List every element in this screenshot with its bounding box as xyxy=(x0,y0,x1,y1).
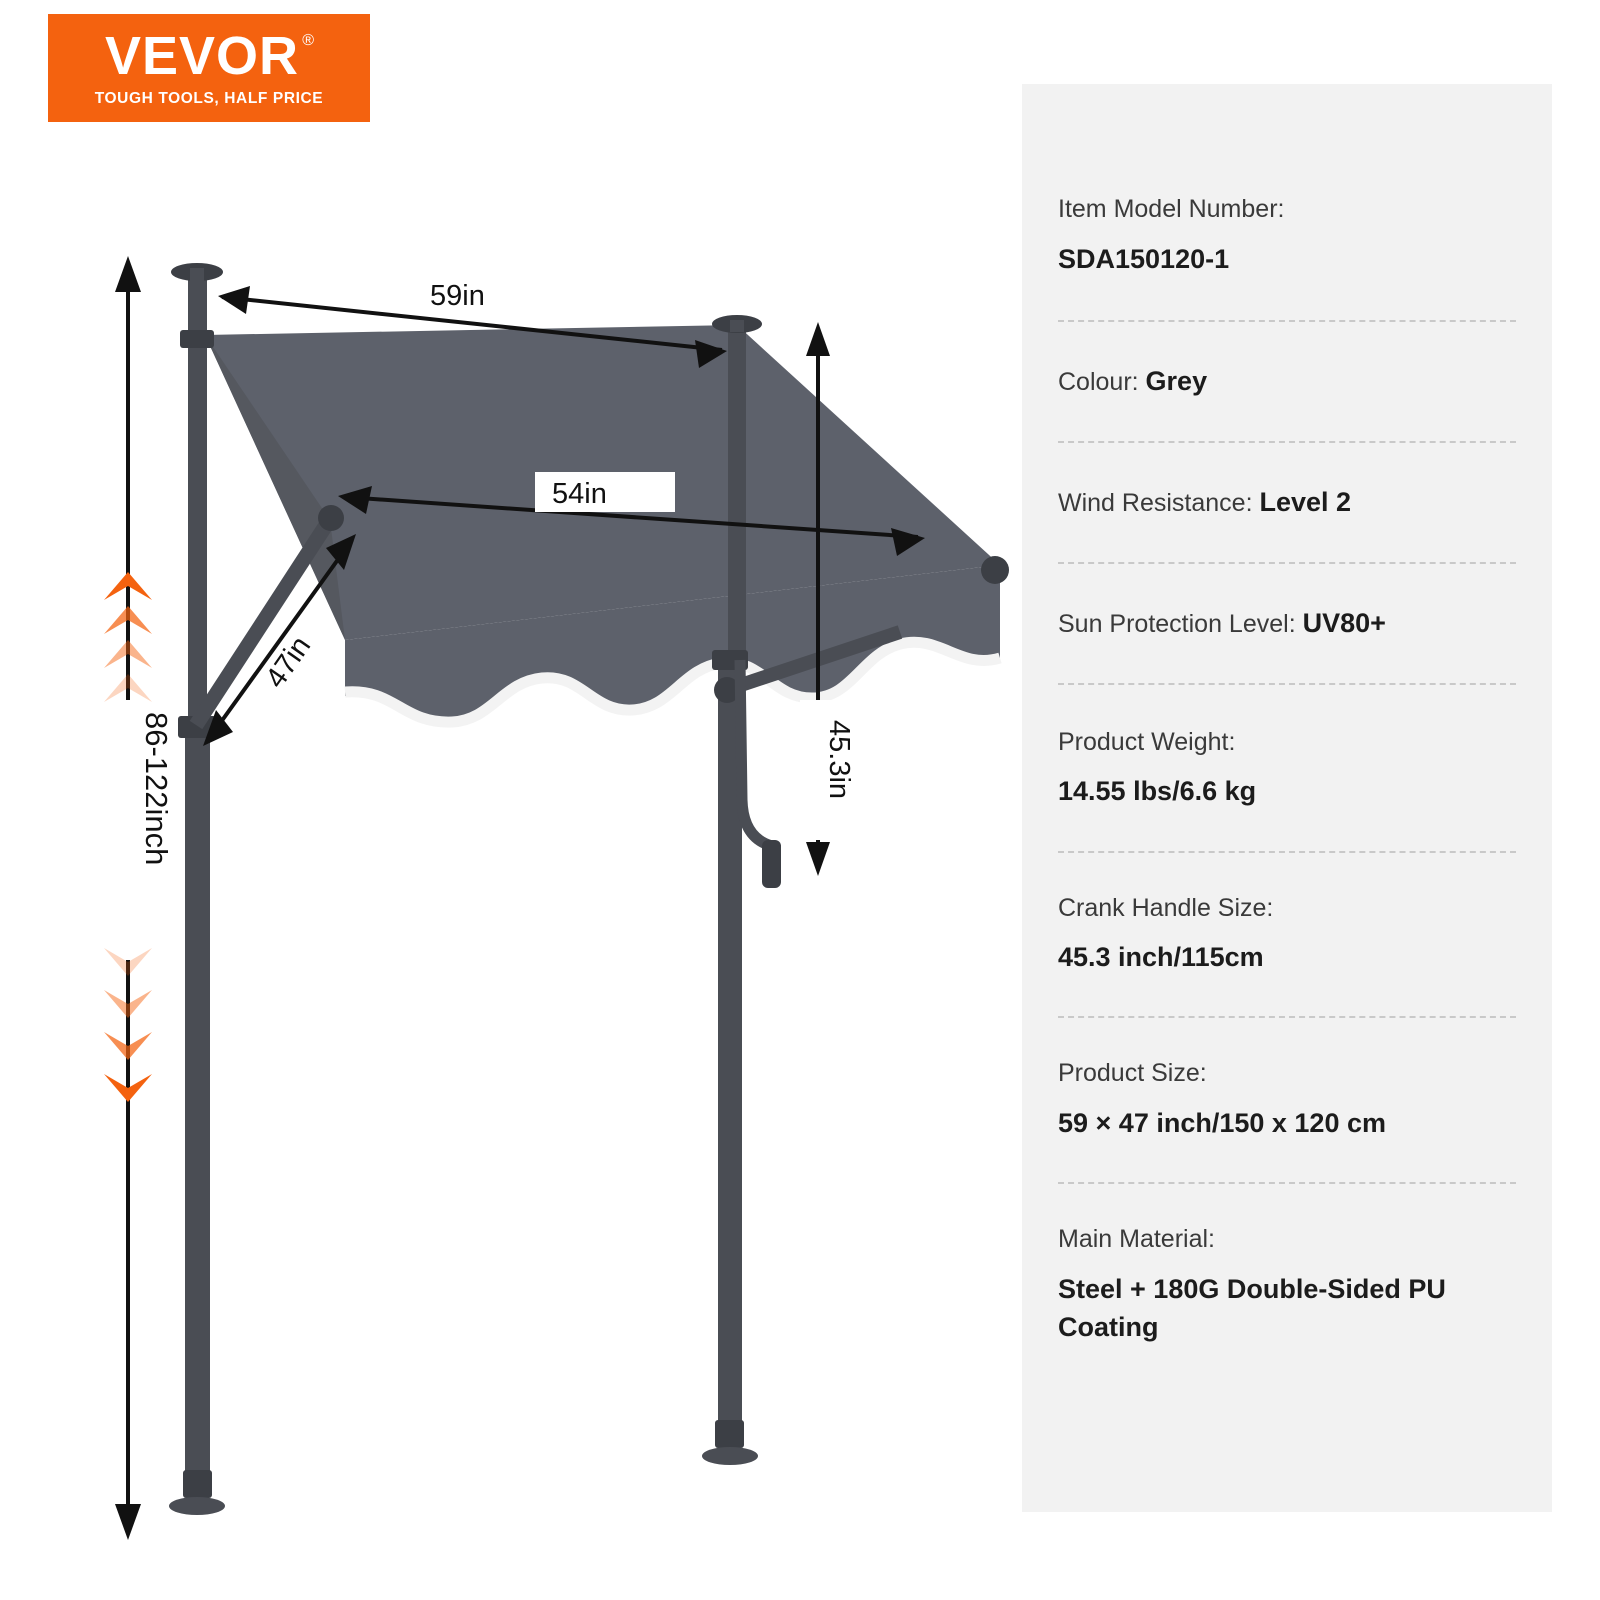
spec-item-wind-resistance xyxy=(1058,443,1516,518)
spec-item-main-material xyxy=(1058,1184,1516,1346)
spec-value-model-number: SDA150120-1 xyxy=(1058,243,1230,274)
brand-name-text: VEVOR xyxy=(104,25,300,86)
dimension-47in xyxy=(203,534,356,746)
registered-trademark-icon: ® xyxy=(302,31,316,49)
spec-label-crank-handle-size: Crank Handle Size: xyxy=(1058,893,1274,922)
spec-value-product-weight: 14.55 lbs/6.6 kg xyxy=(1058,776,1257,807)
dimension-height-range-label: 86-122inch xyxy=(139,712,174,866)
spec-label-product-weight: Product Weight: xyxy=(1058,727,1236,756)
dimension-45-3in-label: 45.3in xyxy=(823,720,855,800)
spec-label-colour: Colour: xyxy=(1058,367,1139,396)
spec-label-product-size: Product Size: xyxy=(1058,1059,1207,1088)
spec-label-wind-resistance: Wind Resistance: xyxy=(1058,488,1253,517)
dimension-59in-label: 59in xyxy=(430,280,485,312)
spec-value-wind-resistance: Level 2 xyxy=(1259,486,1352,517)
crank-handle xyxy=(740,660,781,888)
spec-item-product-weight xyxy=(1058,685,1516,811)
spec-label-main-material: Main Material: xyxy=(1058,1225,1215,1254)
dimension-height-range xyxy=(104,256,174,1540)
spec-value-sun-protection: UV80+ xyxy=(1302,607,1386,638)
spec-value-crank-handle-size: 45.3 inch/115cm xyxy=(1058,942,1264,973)
spec-label-model-number: Item Model Number: xyxy=(1058,195,1285,223)
specifications-panel xyxy=(1022,84,1552,1512)
brand-tagline: TOUGH TOOLS, HALF PRICE xyxy=(94,89,324,107)
spec-item-colour xyxy=(1058,322,1516,397)
spec-item-sun-protection xyxy=(1058,564,1516,639)
spec-value-colour: Grey xyxy=(1145,365,1208,396)
dimension-54in-label: 54in xyxy=(552,478,607,510)
spec-item-product-size xyxy=(1058,1018,1516,1142)
spec-label-sun-protection: Sun Protection Level: xyxy=(1058,609,1296,638)
spec-value-product-size: 59 × 47 inch/150 x 120 cm xyxy=(1058,1107,1386,1138)
spec-item-model-number xyxy=(1058,84,1516,278)
dimension-47in-label: 47in xyxy=(259,630,318,695)
left-support-pole xyxy=(169,263,225,1515)
specifications-list xyxy=(1058,84,1516,1346)
spec-item-crank-handle-size xyxy=(1058,853,1516,977)
spec-value-main-material: Steel + 180G Double-Sided PU Coating xyxy=(1058,1273,1446,1343)
